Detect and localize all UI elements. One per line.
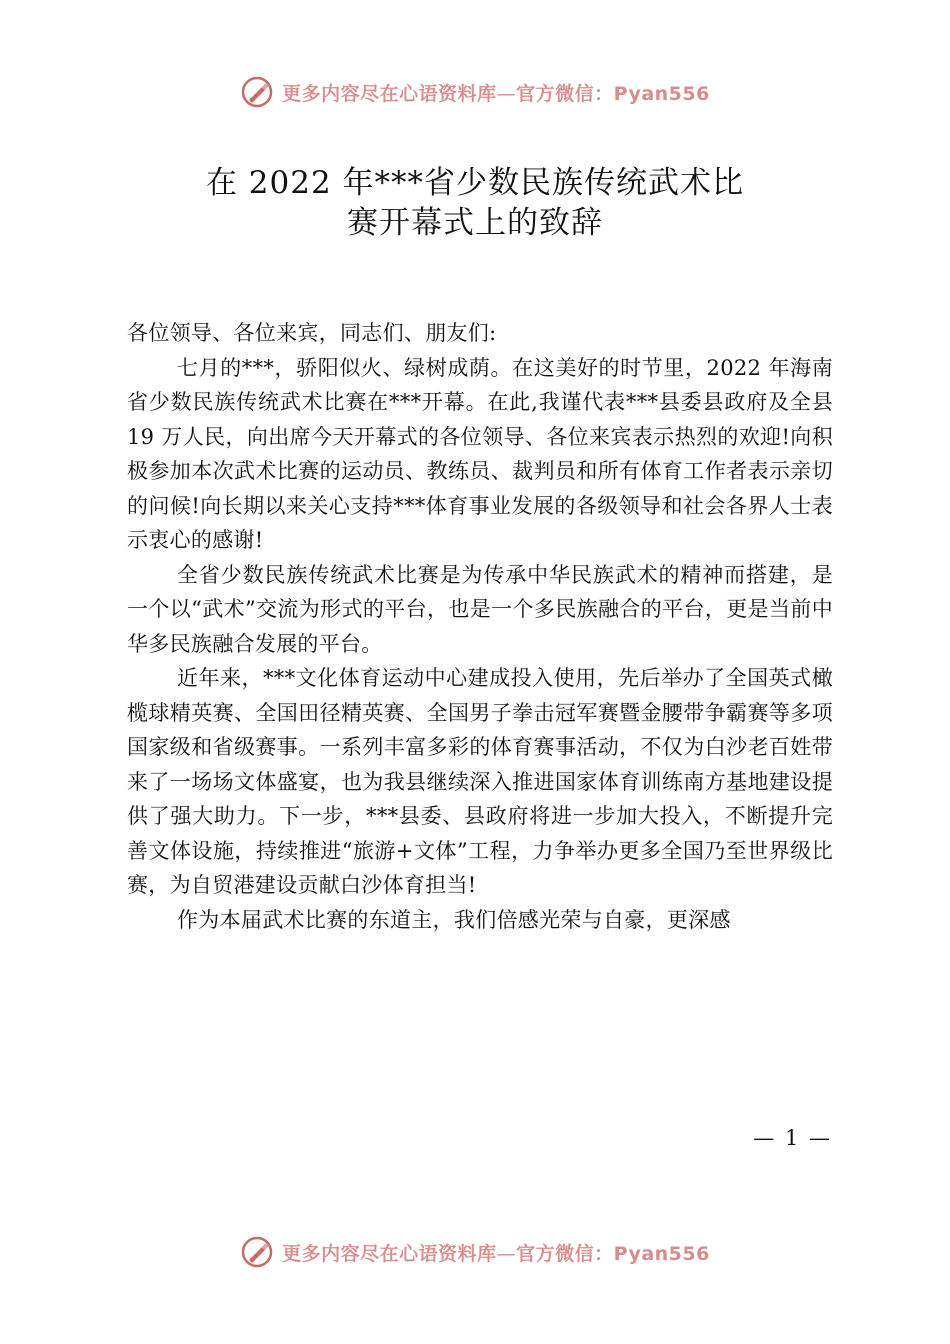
title-line-1: 在 2022 年***省少数民族传统武术比 <box>205 165 745 201</box>
paragraph: 全省少数民族传统武术比赛是为传承中华民族武术的精神而搭建，是一个以“武术”交流为形式的平台，也是一个多民族融合的平台，更是当前中华多民族融合发展的平台。 <box>127 562 833 656</box>
salutation: 各位领导、各位来宾，同志们、朋友们: <box>127 321 497 345</box>
watermark-header <box>0 72 950 112</box>
paragraph: 作为本届武术比赛的东道主，我们倍感光荣与自豪，更深感 <box>177 907 731 932</box>
watermark-suffix: 官方微信：Pyan556 <box>516 82 710 105</box>
pen-logo-icon <box>240 75 274 109</box>
title-line-2: 赛开幕式上的致辞 <box>347 205 603 241</box>
watermark-footer <box>0 1232 950 1272</box>
page-number: — 1 — <box>753 1126 832 1150</box>
watermark-text <box>282 79 710 106</box>
watermark-suffix: 官方微信：Pyan556 <box>516 1242 710 1265</box>
watermark-separator: — <box>496 1242 517 1265</box>
watermark-text <box>282 1239 710 1266</box>
paragraph: 近年来，***文化体育运动中心建成投入使用，先后举办了全国英式橄榄球精英赛、全国田径精英赛、全国男子拳击冠军赛暨金腰带争霸赛等多项国家级和省级赛事。一系列丰富多彩的体育赛事活动，不仅为白沙老百姓带来了一场场文体盛宴，也为我县继续深入推进国家体育训练南方基地建设提供了强大助力。下一步，***县委、县政府将进一步加大投入，不断提升完善文体设施，持续推进“旅游+文体”工程，力争举办更多全国乃至世界级比赛，为自贸港建设贡献白沙体育担当! <box>127 666 833 897</box>
pen-logo-icon <box>240 1235 274 1269</box>
watermark-main: 更多内容尽在心语资料库 <box>282 1242 497 1265</box>
watermark-main: 更多内容尽在心语资料库 <box>282 82 497 105</box>
document-body <box>127 316 833 937</box>
paragraph: 七月的***，骄阳似火、绿树成荫。在这美好的时节里，2022 年海南省少数民族传统武术比赛在***开幕。在此,我谨代表***县委县政府及全县 19 万人民，向出席今天开幕式的各位领导、各位来宾表示热烈的欢迎!向积极参加本次武术比赛的运动员、教练员、裁判员和所有体育工作者表示亲切的问候!向长期以来关心支持***体育事业发展的各级领导和社会各界人士表示衷心的感谢! <box>127 355 833 552</box>
watermark-separator: — <box>496 82 517 105</box>
document-title <box>100 163 850 243</box>
